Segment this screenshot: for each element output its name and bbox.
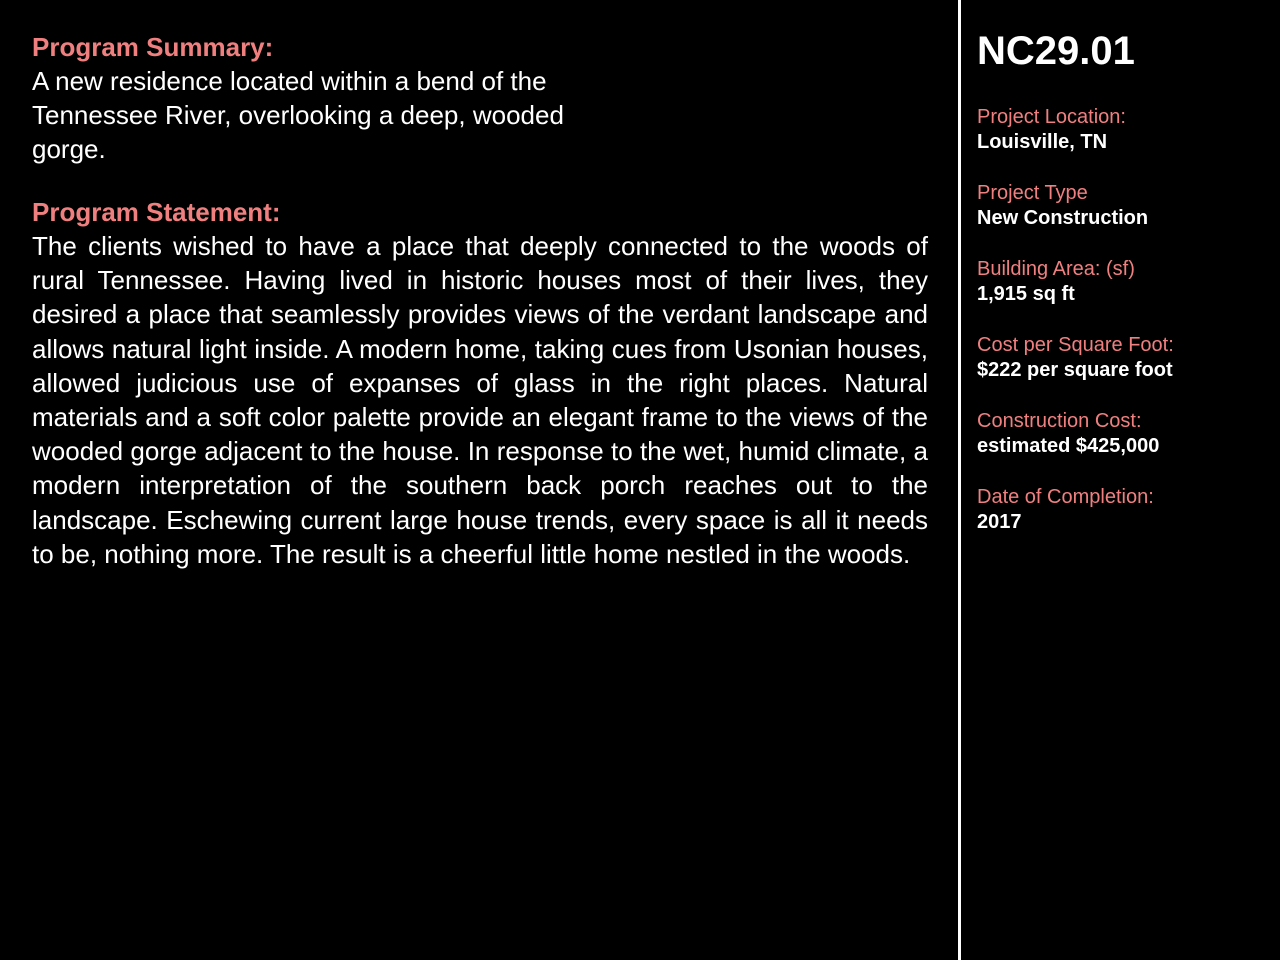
cost-per-square-foot-value: $222 per square foot — [977, 359, 1173, 381]
program-statement-heading: Program Statement: — [32, 197, 281, 227]
cost-per-square-foot-label: Cost per Square Foot: — [977, 334, 1174, 356]
building-area — [977, 256, 1267, 306]
building-area-value: 1,915 sq ft — [977, 283, 1075, 305]
construction-cost-value: estimated $425,000 — [977, 435, 1160, 457]
project-info-sidebar — [977, 28, 1267, 560]
program-statement — [32, 195, 928, 571]
main-content — [32, 30, 928, 571]
program-statement-text: The clients wished to have a place that deeply connected to the woods of rural Tennessee. Having lived in historic houses most of their lives, they desired a place that seamlessly provides views of the verdant landscape and allows natural light inside. A modern home, taking cues from Usonian houses, allowed judicious use of expanses of glass in the right places. Natural materials and a soft color palette provide an elegant frame to the views of the wooded gorge adjacent to the house. In response to the wet, humid climate, a modern interpretation of the southern back porch reaches out to the landscape. Eschewing current large house trends, every space is all it needs to be, nothing more. The result is a cheerful little home nestled in the woods. — [32, 231, 928, 569]
vertical-divider — [958, 0, 961, 960]
construction-cost-label: Construction Cost: — [977, 410, 1142, 432]
program-summary-heading: Program Summary: — [32, 32, 274, 62]
date-of-completion — [977, 484, 1267, 534]
project-type-value: New Construction — [977, 207, 1149, 229]
program-summary — [32, 30, 928, 166]
cost-per-square-foot — [977, 332, 1267, 382]
project-number: NC29.01 — [977, 29, 1135, 73]
project-location-label: Project Location: — [977, 106, 1126, 128]
project-location — [977, 104, 1267, 154]
project-type-label: Project Type — [977, 182, 1088, 204]
project-location-value: Louisville, TN — [977, 131, 1108, 153]
date-of-completion-value: 2017 — [977, 511, 1022, 533]
construction-cost — [977, 408, 1267, 458]
date-of-completion-label: Date of Completion: — [977, 486, 1154, 508]
project-type — [977, 180, 1267, 230]
building-area-label: Building Area: (sf) — [977, 258, 1135, 280]
program-summary-text: A new residence located within a bend of the Tennessee River, overlooking a deep, wooded gorge. — [32, 66, 564, 164]
